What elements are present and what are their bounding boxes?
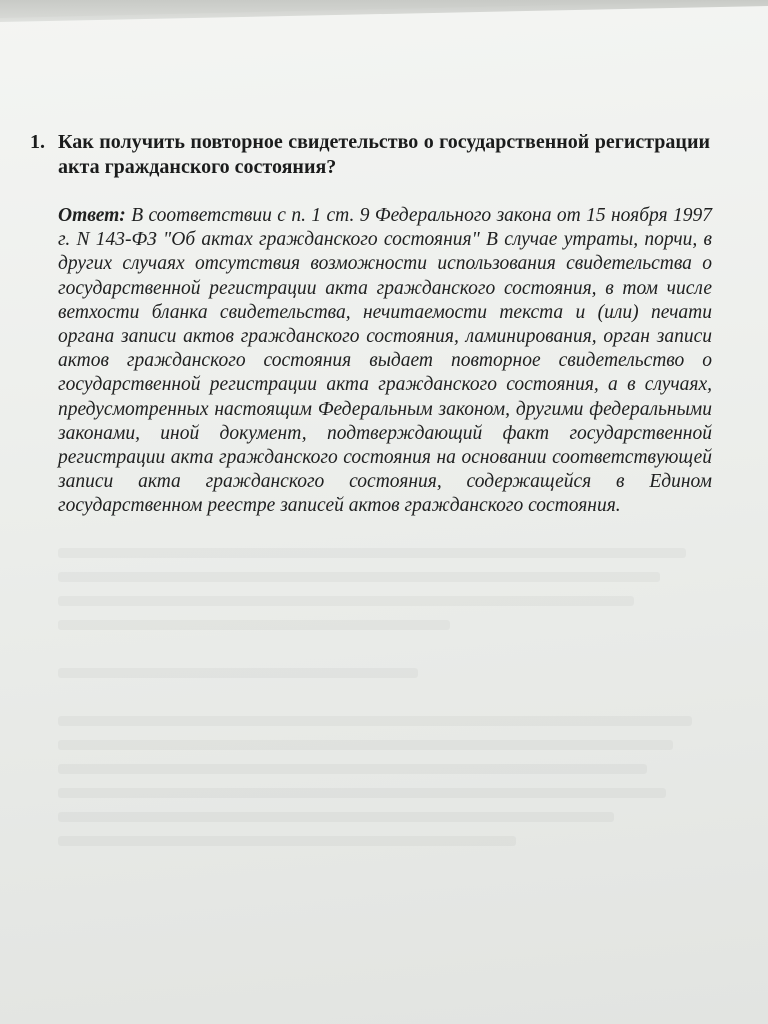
answer-paragraph xyxy=(58,204,712,519)
bleed-through-text xyxy=(58,548,712,848)
question-heading xyxy=(30,130,710,180)
answer-label: Ответ: xyxy=(58,205,126,226)
question-number: 1. xyxy=(30,131,45,153)
answer-text: В соответствии с п. 1 ст. 9 Федерального закона от 15 ноября 1997 г. N 143-ФЗ "Об актах гражданского состояния" В случае утраты, порчи, в других случаях отсутствия возможности использования свидетельства о государственной регистрации акта гражданского состояния, в том числе ветхости бланка свидетельства, нечитаемости текста и (или) печати органа записи актов гражданского состояния, ламинирования, орган записи актов гражданского состояния выдает повторное свидетельство о государственной регистрации акта гражданского состояния, а в случаях, предусмотренных настоящим Федеральным законом, другими федеральными законами, иной документ, подтверждающий факт государственной регистрации акта гражданского состояния на основании соответствующей записи акта гражданского состояния, содержащейся в Едином государственном реестре записей актов гражданского состояния. xyxy=(58,205,712,517)
question-text: Как получить повторное свидетельство о государственной регистрации акта гражданского состояния? xyxy=(58,131,710,178)
